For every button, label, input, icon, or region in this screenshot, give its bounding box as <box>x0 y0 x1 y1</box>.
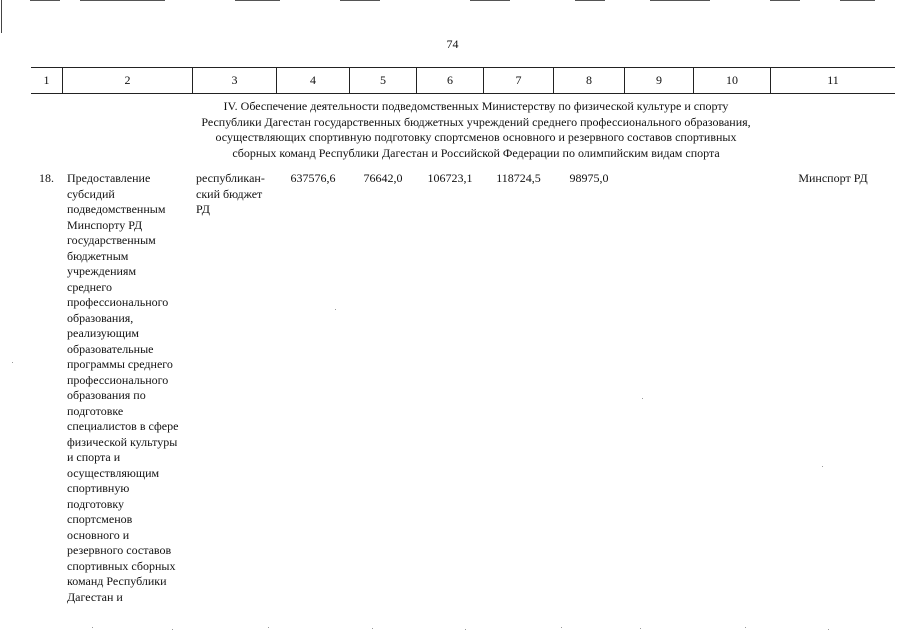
header-col-3: 3 <box>231 73 238 87</box>
description-line: профессионального <box>67 295 169 309</box>
row-funding-source <box>196 171 276 218</box>
value-col-6: 106723,1 <box>427 171 473 185</box>
description-line: субсидий <box>67 186 115 201</box>
description-line: образования, <box>67 310 134 325</box>
section-title-line: Республики Дагестан государственных бюджетных учреждений среднего профессионального образования, <box>201 114 751 129</box>
description-line: подготовке <box>67 403 124 418</box>
header-col-6: 6 <box>447 73 453 87</box>
source-line: республикан- <box>196 171 265 185</box>
scan-edge-top <box>0 0 905 3</box>
description-line: специалистов в сфере <box>67 419 179 433</box>
scan-edge-left <box>1 0 2 33</box>
page-number: 74 <box>446 37 459 51</box>
description-line: профессионального <box>67 372 169 387</box>
description-line: Предоставление <box>67 171 151 185</box>
description-line: учреждениям <box>67 264 137 278</box>
description-line: реализующим <box>67 326 140 340</box>
description-line: образовательные <box>67 341 154 356</box>
description-line: государственным <box>67 233 156 247</box>
description-line: Дагестан и <box>67 589 123 604</box>
header-col-10: 10 <box>726 73 738 87</box>
source-line: ский бюджет <box>196 186 263 201</box>
source-line: РД <box>196 202 210 216</box>
header-col-7: 7 <box>515 73 522 87</box>
description-line: подведомственным <box>67 202 166 216</box>
value-col-7: 118724,5 <box>496 171 541 185</box>
value-col-8: 98975,0 <box>569 171 609 185</box>
description-line: осуществляющим <box>67 465 160 480</box>
description-line: образования по <box>67 388 146 402</box>
description-line: физической культуры <box>67 434 178 449</box>
row-description <box>67 171 192 605</box>
header-col-11: 11 <box>827 73 839 87</box>
description-line: основного и <box>67 527 130 542</box>
header-bottom-border <box>31 93 895 94</box>
header-col-2: 2 <box>124 73 131 87</box>
description-line: подготовку <box>67 496 125 511</box>
value-col-4: 637576,6 <box>290 171 336 185</box>
header-col-5: 5 <box>380 73 386 87</box>
description-line: спортсменов <box>67 512 133 526</box>
description-line: резервного составов <box>67 543 172 557</box>
description-line: спортивных сборных <box>67 558 176 573</box>
row-number: 18. <box>39 171 54 185</box>
value-col-5: 76642,0 <box>363 171 403 185</box>
description-line: спортивную <box>67 481 130 495</box>
header-col-8: 8 <box>586 73 592 87</box>
section-title <box>150 99 802 161</box>
section-title-line: осуществляющих спортивную подготовку спортсменов основного и резервного составов спортивных <box>215 130 737 144</box>
header-col-4: 4 <box>310 73 316 87</box>
section-title-line: сборных команд Республики Дагестан и Российской Федерации по олимпийским видам спорта <box>232 145 720 160</box>
description-line: команд Республики <box>67 574 167 588</box>
section-title-line: IV. Обеспечение деятельности подведомственных Министерству по физической культуре и спорту <box>223 99 729 113</box>
description-line: программы среднего <box>67 357 173 371</box>
header-col-9: 9 <box>656 73 662 87</box>
description-line: бюджетным <box>67 248 129 263</box>
description-line: среднего <box>67 279 112 294</box>
row-executor: Минспорт РД <box>798 171 868 185</box>
header-col-1: 1 <box>43 73 50 87</box>
description-line: Минспорту РД <box>67 217 143 232</box>
description-line: и спорта и <box>67 450 121 464</box>
